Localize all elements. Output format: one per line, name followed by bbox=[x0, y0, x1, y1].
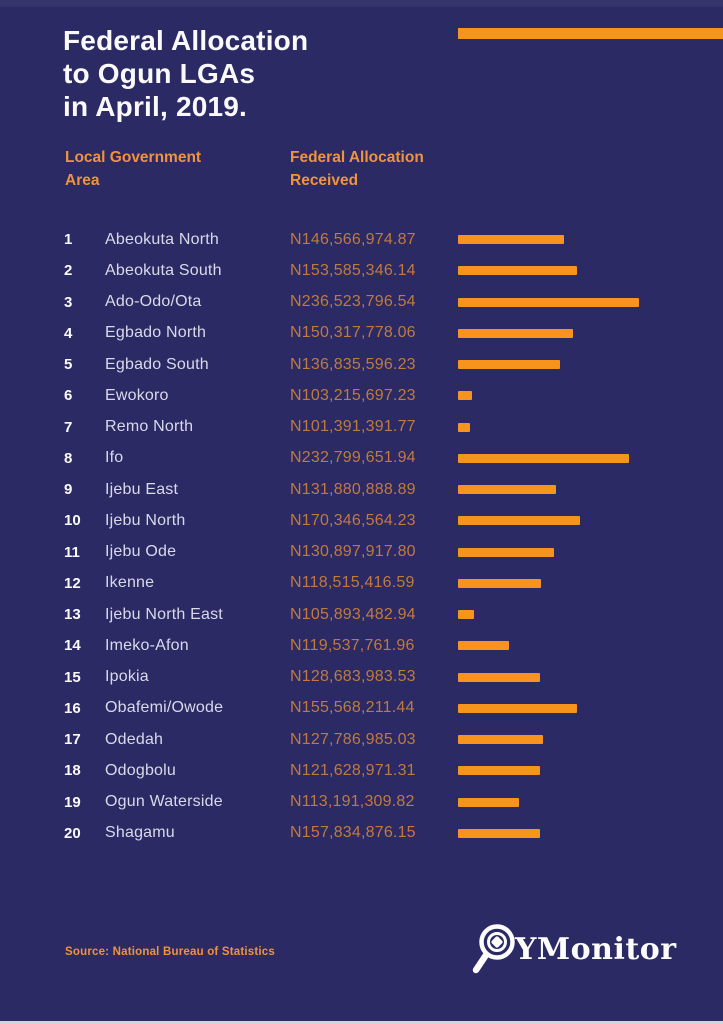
row-value-bar bbox=[458, 298, 639, 307]
row-rank: 3 bbox=[64, 293, 73, 311]
row-value-bar bbox=[458, 766, 540, 775]
row-amount: N131,880,888.89 bbox=[290, 480, 416, 498]
row-rank: 5 bbox=[64, 356, 73, 374]
table-row bbox=[0, 474, 723, 505]
row-lga-name: Odogbolu bbox=[105, 761, 176, 779]
row-value-bar bbox=[458, 579, 541, 588]
row-amount: N130,897,917.80 bbox=[290, 543, 416, 561]
title-line-1: Federal Allocation bbox=[63, 25, 309, 56]
row-value-bar bbox=[458, 673, 540, 682]
ymonitor-logo bbox=[466, 918, 677, 980]
row-rank: 1 bbox=[64, 231, 73, 249]
row-amount: N136,835,596.23 bbox=[290, 355, 416, 373]
table-row bbox=[0, 287, 723, 318]
row-value-bar bbox=[458, 704, 577, 713]
row-value-bar bbox=[458, 610, 474, 619]
title-line-2: to Ogun LGAs bbox=[63, 58, 256, 89]
row-amount: N128,683,983.53 bbox=[290, 668, 416, 686]
column-header-allocation-line-2: Received bbox=[290, 172, 359, 189]
row-rank: 2 bbox=[64, 262, 73, 280]
row-amount: N103,215,697.23 bbox=[290, 386, 416, 404]
table-row bbox=[0, 599, 723, 630]
magnifier-icon bbox=[466, 918, 518, 980]
row-amount: N101,391,391.77 bbox=[290, 418, 416, 436]
row-rank: 15 bbox=[64, 668, 81, 686]
table-row bbox=[0, 693, 723, 724]
row-lga-name: Shagamu bbox=[105, 824, 175, 842]
row-lga-name: Ijebu East bbox=[105, 480, 179, 498]
table-row bbox=[0, 349, 723, 380]
table-row bbox=[0, 318, 723, 349]
row-amount: N153,585,346.14 bbox=[290, 261, 416, 279]
row-lga-name: Ogun Waterside bbox=[105, 793, 223, 811]
row-lga-name: Ijebu North East bbox=[105, 605, 223, 623]
row-lga-name: Ado-Odo/Ota bbox=[105, 293, 202, 311]
row-rank: 6 bbox=[64, 387, 73, 405]
table-row bbox=[0, 537, 723, 568]
allocation-table-body bbox=[0, 224, 723, 849]
row-value-bar bbox=[458, 329, 573, 338]
row-lga-name: Ipokia bbox=[105, 668, 149, 686]
table-row bbox=[0, 568, 723, 599]
row-lga-name: Egbado North bbox=[105, 324, 207, 342]
row-amount: N121,628,971.31 bbox=[290, 761, 416, 779]
source-note: Source: National Bureau of Statistics bbox=[65, 946, 275, 958]
row-value-bar bbox=[458, 735, 543, 744]
row-rank: 10 bbox=[64, 512, 81, 530]
row-rank: 14 bbox=[64, 637, 81, 655]
row-lga-name: Ijebu North bbox=[105, 511, 186, 529]
row-rank: 13 bbox=[64, 606, 81, 624]
row-amount: N127,786,985.03 bbox=[290, 730, 416, 748]
column-header-allocation bbox=[290, 146, 424, 192]
row-rank: 9 bbox=[64, 481, 73, 499]
row-amount: N236,523,796.54 bbox=[290, 293, 416, 311]
row-lga-name: Ewokoro bbox=[105, 386, 169, 404]
row-lga-name: Odedah bbox=[105, 730, 164, 748]
row-rank: 17 bbox=[64, 731, 81, 749]
row-rank: 18 bbox=[64, 762, 81, 780]
column-header-lga-line-1: Local Government bbox=[65, 149, 202, 166]
row-value-bar bbox=[458, 798, 519, 807]
row-amount: N157,834,876.15 bbox=[290, 824, 416, 842]
row-amount: N150,317,778.06 bbox=[290, 324, 416, 342]
page-title bbox=[63, 24, 308, 123]
table-row bbox=[0, 505, 723, 536]
row-lga-name: Imeko-Afon bbox=[105, 636, 189, 654]
column-header-allocation-line-1: Federal Allocation bbox=[290, 149, 424, 166]
accent-bar bbox=[458, 28, 723, 39]
row-lga-name: Ikenne bbox=[105, 574, 155, 592]
title-line-3: in April, 2019. bbox=[63, 91, 248, 122]
row-value-bar bbox=[458, 423, 470, 432]
table-row bbox=[0, 224, 723, 255]
table-row bbox=[0, 255, 723, 286]
row-value-bar bbox=[458, 391, 472, 400]
column-header-lga-line-2: Area bbox=[65, 172, 100, 189]
row-lga-name: Egbado South bbox=[105, 355, 209, 373]
row-value-bar bbox=[458, 360, 560, 369]
table-row bbox=[0, 630, 723, 661]
row-amount: N146,566,974.87 bbox=[290, 230, 416, 248]
row-value-bar bbox=[458, 235, 564, 244]
row-amount: N232,799,651.94 bbox=[290, 449, 416, 467]
row-lga-name: Ifo bbox=[105, 449, 124, 467]
row-rank: 20 bbox=[64, 824, 81, 842]
row-amount: N119,537,761.96 bbox=[290, 636, 415, 654]
row-lga-name: Abeokuta North bbox=[105, 230, 219, 248]
row-value-bar bbox=[458, 266, 577, 275]
row-value-bar bbox=[458, 548, 554, 557]
table-row bbox=[0, 787, 723, 818]
row-value-bar bbox=[458, 516, 580, 525]
row-rank: 16 bbox=[64, 699, 81, 717]
table-row bbox=[0, 412, 723, 443]
row-rank: 12 bbox=[64, 574, 81, 592]
row-lga-name: Remo North bbox=[105, 418, 194, 436]
row-amount: N155,568,211.44 bbox=[290, 699, 415, 717]
row-rank: 8 bbox=[64, 449, 73, 467]
row-rank: 19 bbox=[64, 793, 81, 811]
table-row bbox=[0, 818, 723, 849]
table-row bbox=[0, 724, 723, 755]
row-value-bar bbox=[458, 485, 556, 494]
row-rank: 7 bbox=[64, 418, 73, 436]
row-lga-name: Abeokuta South bbox=[105, 261, 222, 279]
row-amount: N113,191,309.82 bbox=[290, 793, 415, 811]
row-amount: N170,346,564.23 bbox=[290, 511, 416, 529]
row-value-bar bbox=[458, 454, 629, 463]
table-row bbox=[0, 443, 723, 474]
logo-text: YMonitor bbox=[515, 931, 677, 967]
row-amount: N118,515,416.59 bbox=[290, 574, 415, 592]
table-row bbox=[0, 662, 723, 693]
table-row bbox=[0, 380, 723, 411]
row-lga-name: Ijebu Ode bbox=[105, 543, 177, 561]
row-value-bar bbox=[458, 641, 509, 650]
row-amount: N105,893,482.94 bbox=[290, 605, 416, 623]
row-value-bar bbox=[458, 829, 540, 838]
top-edge-strip bbox=[0, 0, 723, 7]
row-rank: 11 bbox=[64, 543, 80, 561]
row-rank: 4 bbox=[64, 324, 73, 342]
row-lga-name: Obafemi/Owode bbox=[105, 699, 224, 717]
table-row bbox=[0, 755, 723, 786]
column-header-lga bbox=[65, 146, 201, 192]
